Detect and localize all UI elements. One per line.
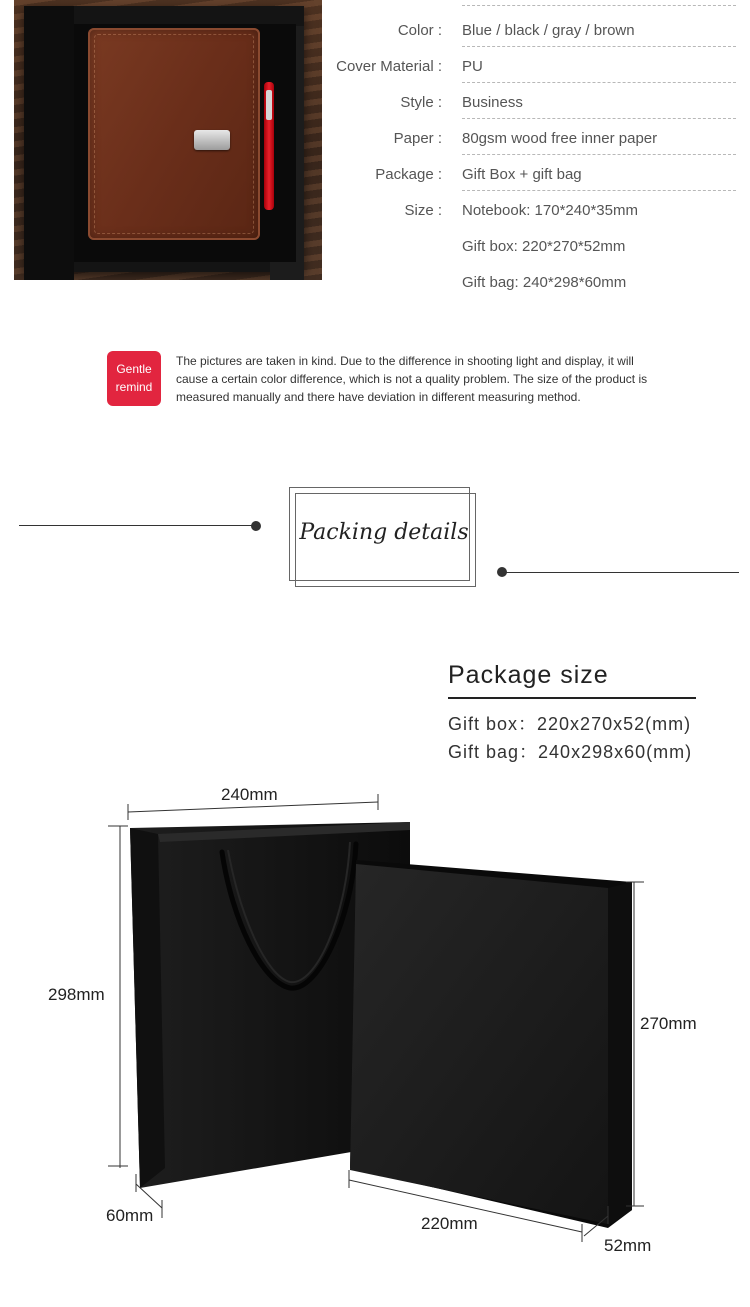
spec-value: 80gsm wood free inner paper — [462, 130, 736, 155]
spec-label: Size : — [404, 202, 442, 219]
spec-label: Style : — [400, 94, 442, 111]
remind-text: The pictures are taken in kind. Due to the difference in shooting light and display, it will cause a certain color difference, which is not a quality problem. The size of the product is measured manually and there have deviation in different measuring method. — [176, 354, 648, 404]
spec-value: Gift Box + gift bag — [462, 166, 736, 191]
spec-row-package — [320, 158, 736, 194]
spec-value: PU — [462, 58, 736, 83]
spec-value: Business — [462, 94, 736, 119]
spec-row-cover-material — [320, 50, 736, 86]
spec-divider — [462, 5, 736, 6]
box-side — [608, 882, 632, 1226]
spec-label: Paper : — [393, 130, 442, 147]
badge-line: Gentle — [116, 362, 152, 376]
dim-bag-width: 240mm — [221, 785, 278, 804]
spec-label: Package : — [375, 166, 442, 183]
notebook-clasp — [194, 130, 230, 150]
gift-box-lid — [24, 6, 74, 280]
box-front — [350, 864, 608, 1224]
red-pen — [264, 82, 274, 210]
dim-bag-depth: 60mm — [106, 1206, 154, 1225]
spec-row-color — [320, 14, 736, 50]
heading-dot-left — [251, 521, 261, 531]
dim-line-bag-depth — [136, 1184, 162, 1208]
dim-box-depth: 52mm — [604, 1236, 652, 1255]
spec-value: Notebook: 170*240*35mm — [462, 202, 638, 219]
leather-notebook — [88, 28, 260, 240]
heading-line-right — [502, 572, 739, 573]
gift-box-tray — [24, 6, 304, 272]
spec-value: Gift bag: 240*298*60mm — [462, 274, 627, 291]
spec-value: Gift box: 220*270*52mm — [462, 238, 626, 255]
package-size-gift-box: Gift box：220x270x52(mm) — [448, 714, 692, 734]
spec-row-style — [320, 86, 736, 122]
product-photo — [14, 0, 322, 280]
spec-row-size — [320, 194, 736, 230]
heading-line-left — [19, 525, 255, 526]
gentle-remind-badge — [107, 351, 161, 406]
spec-row-paper — [320, 122, 736, 158]
dim-box-width: 220mm — [421, 1214, 478, 1233]
package-size-title: Package size — [448, 661, 609, 689]
badge-line: remind — [115, 380, 153, 394]
dim-box-height: 270mm — [640, 1014, 697, 1033]
gift-box — [350, 860, 632, 1228]
spec-row-size-gift-bag — [320, 266, 736, 302]
spec-row-size-gift-box — [320, 230, 736, 266]
package-size-gift-bag: Gift bag：240x298x60(mm) — [448, 742, 693, 762]
section-title: Packing details — [299, 520, 469, 545]
spec-label: Cover Material : — [336, 58, 442, 75]
spec-label: Color : — [397, 22, 442, 39]
spec-value: Blue / black / gray / brown — [462, 22, 736, 47]
dim-bag-height: 298mm — [48, 985, 105, 1004]
package-size-rule — [448, 697, 696, 699]
packaging-figure — [0, 760, 750, 1307]
